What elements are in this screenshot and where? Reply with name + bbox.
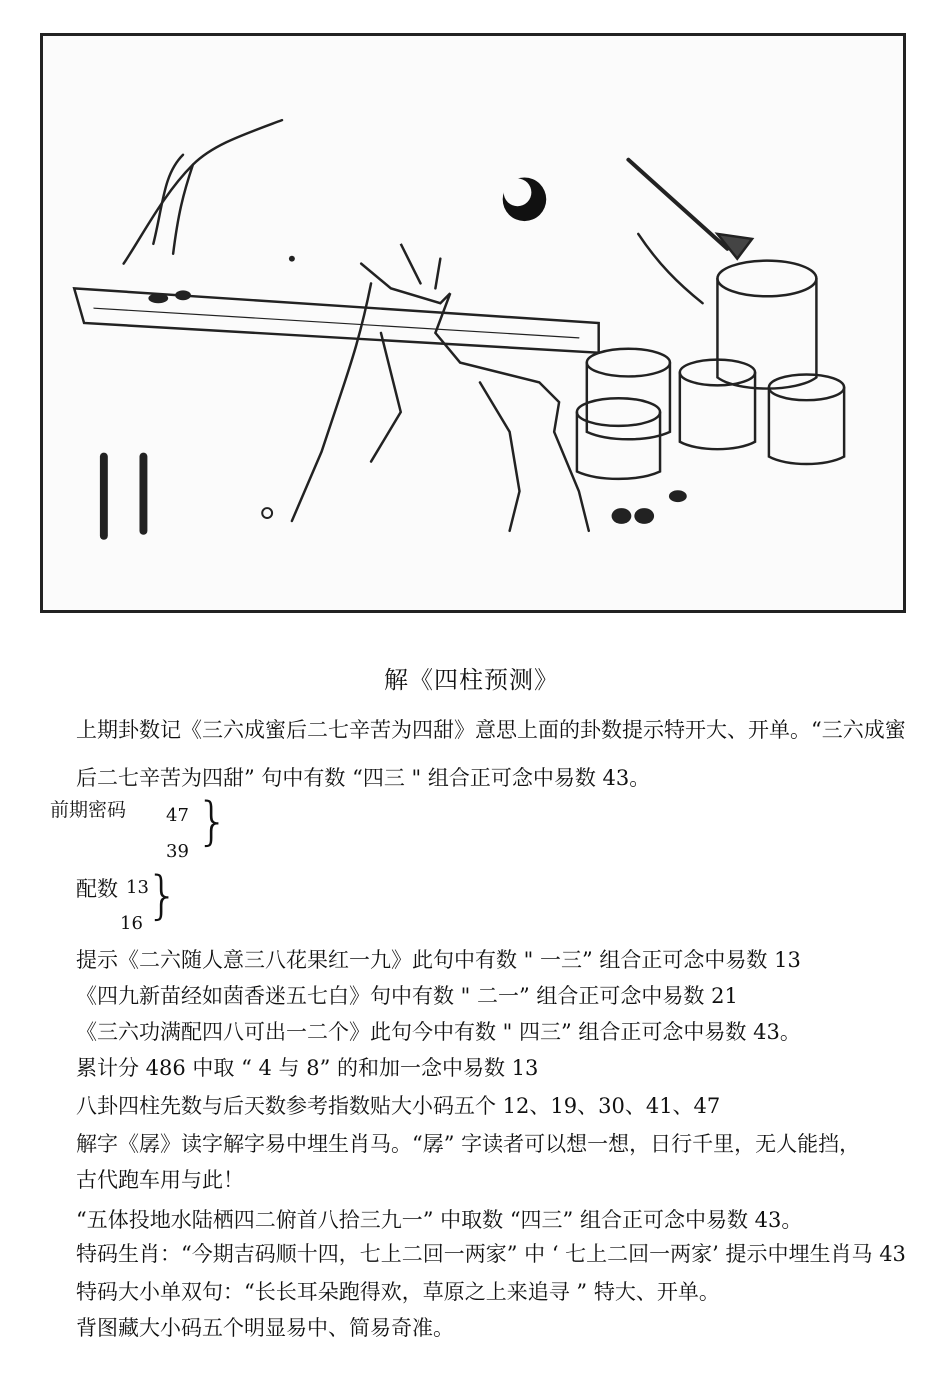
illustration: [40, 33, 906, 613]
hint-line: 特码生肖：“今期吉码顺十四，七上二回一两家” 中 ‘ 七上二回一两家’ 提示中埋生肖马 43: [76, 1242, 906, 1266]
hint-line: 《四九新苗经如茵香迷五七白》句中有数 " 二一” 组合正可念中易数 21: [76, 984, 738, 1008]
prev-code-value-1: 47: [166, 805, 189, 826]
pair-brace: }: [146, 866, 180, 926]
prev-code-brace: }: [196, 792, 230, 852]
pair-label: 配数: [76, 877, 118, 901]
prev-code-label: 前期密码: [50, 799, 127, 821]
hint-line: 提示《二六随人意三八花果红一九》此句中有数 " 一三” 组合正可念中易数 13: [76, 948, 801, 972]
page-title: 解《四柱预测》: [384, 666, 559, 694]
hint-line: 古代跑车用与此！: [76, 1168, 244, 1192]
hint-line: 八卦四柱先数与后天数参考指数贴大小码五个 12、19、30、41、47: [76, 1094, 721, 1118]
hint-line: 背图藏大小码五个明显易中、简易奇准。: [76, 1316, 454, 1340]
prev-code-value-2: 39: [166, 841, 189, 862]
hint-line: “五体投地水陆栖四二俯首八拾三九一” 中取数 “四三” 组合正可念中易数 43。: [76, 1208, 803, 1232]
pair-value-2: 16: [120, 913, 143, 934]
intro-line-1: 上期卦数记《三六成蜜后二七辛苦为四甜》意思上面的卦数提示特开大、开单。“三六成蜜: [76, 718, 906, 742]
hint-line: 《三六功满配四八可出一二个》此句今中有数 " 四三” 组合正可念中易数 43。: [76, 1020, 801, 1044]
hint-line: 特码大小单双句：“长长耳朵跑得欢，草原之上来追寻 ” 特大、开单。: [76, 1280, 720, 1304]
hint-line: 累计分 486 中取 “ 4 与 8” 的和加一念中易数 13: [76, 1056, 539, 1080]
intro-line-2: 后二七辛苦为四甜” 句中有数 “四三 " 组合正可念中易数 43。: [76, 766, 651, 790]
pair-value-1: 13: [126, 877, 149, 898]
donkey-sketch-drawing: [43, 36, 903, 610]
hint-line: 解字《孱》读字解字易中埋生肖马。“孱” 字读者可以想一想，日行千里，无人能挡，: [76, 1132, 861, 1156]
